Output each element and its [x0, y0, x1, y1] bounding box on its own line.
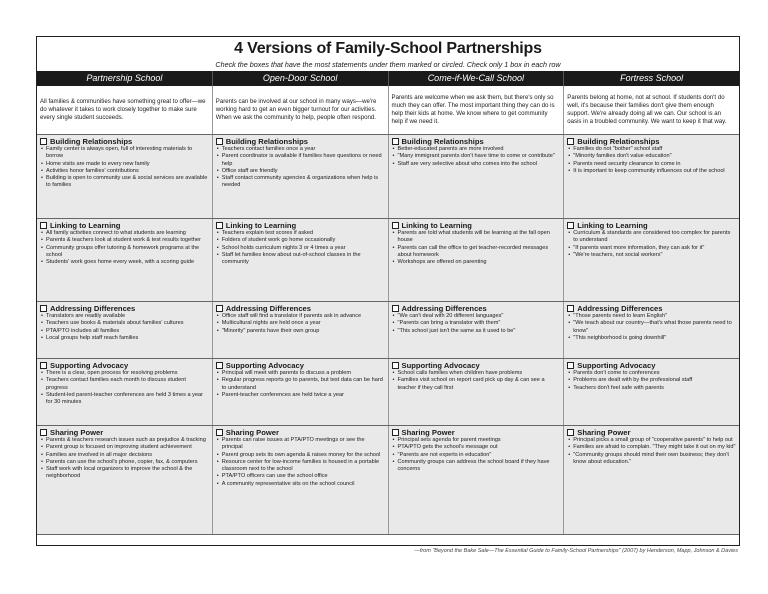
section-heading	[392, 428, 561, 437]
list-item: • Community groups offer tutoring & homework programs at the school	[40, 245, 209, 260]
checkbox[interactable]	[567, 305, 574, 312]
list-item: • Resource center for low-income families is housed in a portable classroom next to the school	[216, 459, 385, 474]
list-item: • There is a clear, open process for resolving problems	[40, 370, 209, 377]
list-item: • Office staff are friendly	[216, 168, 385, 175]
list-item: • Staff contact community agencies & organizations when help is needed	[216, 175, 385, 190]
bullet-list	[40, 230, 209, 266]
list-item: • "This school just isn't the same as it used to be"	[392, 328, 561, 335]
section-heading-label: Supporting Advocacy	[577, 361, 656, 370]
list-item: • "We teach about our country—that's what those parents need to know"	[567, 320, 736, 335]
list-item: • Principal sets agenda for parent meetings	[392, 437, 561, 444]
list-item: • Activities honor families' contributions	[40, 168, 209, 175]
checkbox[interactable]	[567, 222, 574, 229]
bullet-list	[40, 370, 209, 406]
section-heading-label: Addressing Differences	[401, 304, 487, 313]
section-heading	[567, 137, 736, 146]
list-item: • Parents can raise issues at PTA/PTO meetings or see the principal	[216, 437, 385, 452]
description-partnership: All families & communities have something great to offer—we do whatever it takes to work closely together to make sure every single student succeeds.	[37, 86, 213, 134]
section-heading-label: Supporting Advocacy	[225, 361, 304, 370]
section-heading	[40, 137, 209, 146]
bullet-list	[567, 437, 736, 466]
section-cell-fortress	[564, 219, 739, 301]
list-item: • Families are afraid to complain. "They might take it out on my kid"	[567, 444, 736, 451]
section-row	[37, 426, 739, 535]
list-item: • Local groups help staff reach families	[40, 335, 209, 342]
section-heading	[392, 137, 561, 146]
list-item: • Parent-teacher conferences are held twice a year	[216, 392, 385, 399]
section-heading-label: Linking to Learning	[225, 221, 297, 230]
list-item: • Staff work with local organizers to improve the school & the neighborhood	[40, 466, 209, 481]
list-item: • School calls families when children have problems	[392, 370, 561, 377]
list-item: • Better-educated parents are more involved	[392, 146, 561, 153]
section-cell-come-if-we-call	[389, 359, 565, 425]
bullet-list	[216, 230, 385, 266]
section-heading-label: Addressing Differences	[577, 304, 663, 313]
list-item: • Parent group is focused on improving student achievement	[40, 444, 209, 451]
checkbox[interactable]	[567, 362, 574, 369]
list-item: • "Community groups should mind their own business; they don't know about education."	[567, 452, 736, 467]
section-heading-label: Sharing Power	[50, 428, 104, 437]
section-cell-fortress	[564, 302, 739, 358]
section-cell-come-if-we-call	[389, 426, 565, 534]
description-row	[37, 86, 739, 135]
section-cell-partnership	[37, 219, 213, 301]
section-cell-come-if-we-call	[389, 135, 565, 218]
bullet-list	[392, 370, 561, 392]
section-heading	[392, 304, 561, 313]
section-heading	[392, 361, 561, 370]
list-item: • Parents don't come to conferences	[567, 370, 736, 377]
column-header-open-door: Open-Door School	[213, 71, 389, 86]
section-heading-label: Sharing Power	[401, 428, 455, 437]
list-item: • Teachers use books & materials about families' cultures	[40, 320, 209, 327]
list-item: • PTA/PTO includes all families	[40, 328, 209, 335]
section-heading	[216, 137, 385, 146]
list-item: • "We're teachers, not social workers"	[567, 252, 736, 259]
section-cell-fortress	[564, 359, 739, 425]
bullet-list	[567, 230, 736, 259]
list-item: • "This neighborhood is going downhill"	[567, 335, 736, 342]
list-item: • School holds curriculum nights 3 or 4 times a year	[216, 245, 385, 252]
partnership-table	[36, 36, 740, 546]
list-item: • Parents can use the school's phone, copier, fax, & computers	[40, 459, 209, 466]
section-cell-partnership	[37, 302, 213, 358]
list-item: • PTA/PTO officers can use the school office	[216, 473, 385, 480]
section-heading	[216, 361, 385, 370]
checkbox[interactable]	[392, 362, 399, 369]
list-item: • Problems are dealt with by the professional staff	[567, 377, 736, 384]
column-header-partnership: Partnership School	[37, 71, 213, 86]
bullet-list	[216, 370, 385, 399]
list-item: • Home visits are made to every new family	[40, 161, 209, 168]
list-item: • Multicultural nights are held once a year	[216, 320, 385, 327]
section-heading-label: Building Relationships	[50, 137, 133, 146]
source-credit: —from "Beyond the Bake Sale—The Essential Guide to Family-School Partnerships" (2007) by Henderson, Mapp, Johnson & Davies	[414, 548, 738, 554]
list-item: • A community representative sits on the school council	[216, 481, 385, 488]
description-come-if-we-call: Parents are welcome when we ask them, but there's only so much they can offer. The most important thing they can do is help their kids at home. We know where to get community help if we need it.	[389, 86, 565, 134]
section-heading	[216, 304, 385, 313]
section-heading-label: Linking to Learning	[577, 221, 648, 230]
section-heading	[567, 361, 736, 370]
list-item: • Families are involved in all major decisions	[40, 452, 209, 459]
bullet-list	[216, 437, 385, 488]
list-item: • "If parents want more information, they can ask for it"	[567, 245, 736, 252]
section-heading	[40, 361, 209, 370]
list-item: • Workshops are offered on parenting	[392, 259, 561, 266]
section-heading-label: Linking to Learning	[50, 221, 121, 230]
list-item: • Principal will meet with parents to discuss a problem	[216, 370, 385, 377]
list-item: • It is important to keep community influences out of the school	[567, 168, 736, 175]
section-heading	[216, 428, 385, 437]
bullet-list	[216, 146, 385, 190]
list-item: • "Minority" parents have their own group	[216, 328, 385, 335]
section-heading	[40, 428, 209, 437]
sections-container	[37, 135, 739, 535]
section-heading-label: Building Relationships	[225, 137, 309, 146]
list-item: • Teachers contact families once a year	[216, 146, 385, 153]
checkbox[interactable]	[216, 222, 223, 229]
bullet-list	[216, 313, 385, 335]
description-fortress: Parents belong at home, not at school. If students don't do well, it's because their families don't give them enough support. We're already doing all we can. Our school is an oasis in a troubled community. We want to keep it that way.	[567, 94, 727, 125]
description-open-door: Parents can be involved at our school in many ways—we're working hard to get an even bigger turnout for our activities. When we ask the community to help, people often respond.	[213, 86, 389, 134]
section-heading	[40, 221, 209, 230]
bullet-list	[40, 146, 209, 190]
bullet-list	[40, 313, 209, 342]
list-item: • "Parents can bring a translator with them"	[392, 320, 561, 327]
checkbox[interactable]	[392, 305, 399, 312]
list-item: • Families do not "bother" school staff	[567, 146, 736, 153]
section-cell-open-door	[213, 426, 389, 534]
list-item: • Principal picks a small group of "cooperative parents" to help out	[567, 437, 736, 444]
list-item: • Teachers don't feel safe with parents	[567, 385, 736, 392]
list-item: • Staff let families know about out-of-school classes in the community	[216, 252, 385, 267]
bullet-list	[392, 313, 561, 335]
list-item: • "Minority families don't value education"	[567, 153, 736, 160]
column-header-fortress: Fortress School	[620, 73, 684, 83]
list-item: • Parent group sets its own agenda & raises money for the school	[216, 452, 385, 459]
section-row	[37, 302, 739, 359]
bullet-list	[392, 146, 561, 168]
list-item: • Parents can call the office to get teacher-recorded messages about homework	[392, 245, 561, 260]
list-item: • Parents are told what students will be learning at the fall open house	[392, 230, 561, 245]
list-item: • Community groups can address the school board if they have concerns	[392, 459, 561, 474]
section-row	[37, 359, 739, 426]
checkbox[interactable]	[40, 305, 47, 312]
section-heading-label: Sharing Power	[577, 428, 631, 437]
section-heading-label: Sharing Power	[225, 428, 279, 437]
list-item: • Regular progress reports go to parents, but test data can be hard to understand	[216, 377, 385, 392]
list-item: • "Parents are not experts in education"	[392, 452, 561, 459]
section-heading-label: Addressing Differences	[225, 304, 311, 313]
list-item: • Families visit school on report card pick up day & can see a teacher if they call first	[392, 377, 561, 392]
section-heading-label: Supporting Advocacy	[50, 361, 129, 370]
checkbox[interactable]	[40, 138, 47, 145]
section-cell-come-if-we-call	[389, 302, 565, 358]
list-item: • All family activities connect to what students are learning	[40, 230, 209, 237]
list-item: • Family center is always open, full of interesting materials to borrow	[40, 146, 209, 161]
checkbox[interactable]	[216, 305, 223, 312]
checkbox[interactable]	[567, 429, 574, 436]
section-row	[37, 135, 739, 219]
bullet-list	[392, 437, 561, 473]
bullet-list	[40, 437, 209, 481]
section-cell-come-if-we-call	[389, 219, 565, 301]
section-cell-open-door	[213, 302, 389, 358]
checkbox[interactable]	[567, 138, 574, 145]
section-heading-label: Addressing Differences	[50, 304, 136, 313]
checkbox[interactable]	[40, 429, 47, 436]
section-heading	[567, 428, 736, 437]
list-item: • Building is open to community use & social services are available to families	[40, 175, 209, 190]
list-item: • Student-led parent-teacher conferences are held 3 times a year for 30 minutes	[40, 392, 209, 407]
checkbox[interactable]	[40, 222, 47, 229]
section-heading-label: Building Relationships	[401, 137, 484, 146]
bullet-list	[567, 313, 736, 342]
list-item: • Folders of student work go home occasionally	[216, 237, 385, 244]
column-header-come-if-we-call: Come-if-We-Call School	[389, 71, 565, 86]
list-item: • Parents & teachers research issues such as prejudice & tracking	[40, 437, 209, 444]
bullet-list	[567, 370, 736, 392]
checkbox[interactable]	[392, 222, 399, 229]
list-item: • Office staff will find a translator if parents ask in advance	[216, 313, 385, 320]
list-item: • Staff are very selective about who comes into the school	[392, 161, 561, 168]
section-heading	[567, 221, 736, 230]
list-item: • Parents need security clearance to come in	[567, 161, 736, 168]
section-heading-label: Linking to Learning	[401, 221, 472, 230]
checkbox[interactable]	[392, 138, 399, 145]
section-cell-open-door	[213, 219, 389, 301]
list-item: • Students' work goes home every week, with a scoring guide	[40, 259, 209, 266]
list-item: • "Those parents need to learn English"	[567, 313, 736, 320]
checkbox[interactable]	[392, 429, 399, 436]
section-heading	[392, 221, 561, 230]
list-item: • PTA/PTO gets the school's message out	[392, 444, 561, 451]
section-cell-partnership	[37, 359, 213, 425]
list-item: • Translators are readily available	[40, 313, 209, 320]
list-item: • Parents & teachers look at student work & test results together	[40, 237, 209, 244]
section-heading	[40, 304, 209, 313]
section-cell-fortress	[564, 426, 739, 534]
column-headers	[37, 71, 739, 86]
section-row	[37, 219, 739, 302]
list-item: • Teachers contact families each month to discuss student progress	[40, 377, 209, 392]
section-cell-partnership	[37, 135, 213, 218]
bullet-list	[392, 230, 561, 266]
section-cell-open-door	[213, 135, 389, 218]
list-item: • Curriculum & standards are considered too complex for parents to understand	[567, 230, 736, 245]
checkbox[interactable]	[40, 362, 47, 369]
checkbox[interactable]	[216, 362, 223, 369]
checkbox[interactable]	[216, 429, 223, 436]
page-title: 4 Versions of Family-School Partnerships	[234, 40, 542, 57]
list-item: • "We can't deal with 20 different languages"	[392, 313, 561, 320]
section-cell-fortress	[564, 135, 739, 218]
checkbox[interactable]	[216, 138, 223, 145]
list-item: • "Many immigrant parents don't have time to come or contribute"	[392, 153, 561, 160]
page-subtitle: Check the boxes that have the most statements under them marked or circled. Check only 1 box in each row	[215, 60, 561, 69]
section-heading	[567, 304, 736, 313]
section-cell-open-door	[213, 359, 389, 425]
list-item: • Teachers explain test scores if asked	[216, 230, 385, 237]
bullet-list	[567, 146, 736, 175]
section-heading-label: Supporting Advocacy	[401, 361, 480, 370]
list-item: • Parent coordinator is available if families have questions or need help	[216, 153, 385, 168]
section-cell-partnership	[37, 426, 213, 534]
section-heading	[216, 221, 385, 230]
section-heading-label: Building Relationships	[577, 137, 660, 146]
